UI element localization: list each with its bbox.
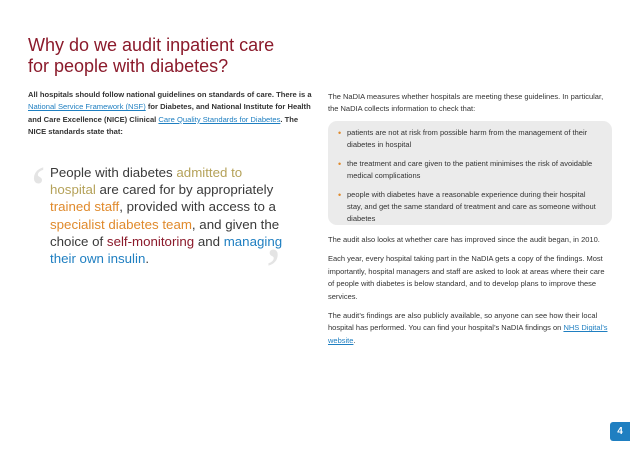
nadia-intro-section — [328, 91, 612, 116]
nsf-link[interactable]: National Service Framework (NSF) — [28, 102, 146, 112]
page-title-line-2: for people with diabetes? — [28, 56, 229, 76]
open-quote-mark-icon: ‘ — [28, 155, 49, 223]
quote-text-6: . — [145, 251, 150, 267]
public-findings-paragraph — [328, 310, 612, 347]
nadia-checks-box — [328, 121, 612, 225]
page-number-badge: 4 — [610, 422, 630, 441]
quote-text-5: and — [194, 233, 224, 249]
intro-text-1: All hospitals should follow national guidelines on standards of care. There is a — [28, 90, 312, 99]
close-quote-mark-icon: ’ — [263, 237, 284, 305]
intro-text-2: for Diabetes, and National Institute for Health and Care Excellence (NICE) Clinical — [28, 102, 311, 124]
intro-text-3: . The NICE standards state that: — [28, 114, 299, 137]
quote-text-4: , and given the choice of — [50, 216, 280, 249]
nadia-details-section — [328, 234, 612, 354]
list-item: • people with diabetes have a reasonable experience during their hospital stay, and get the same standard of treatment and care as someone without diabetes — [338, 189, 598, 226]
public-findings-end: . — [353, 335, 356, 345]
page-title — [28, 35, 328, 77]
quote-highlight-self-monitoring: self-monitoring — [106, 233, 195, 249]
quote-highlight-trained-staff: trained staff — [50, 199, 120, 215]
quote-highlight-specialist-team: specialist diabetes team — [50, 216, 192, 232]
page-title-line-1: Why do we audit inpatient care — [28, 35, 275, 55]
hospital-findings-paragraph: Each year, every hospital taking part in the NaDIA gets a copy of the findings. Most importantly, hospital managers and staff are asked to look at areas where their care of people with diabetes is below standard, and to develop plans to improve these services. — [328, 254, 605, 301]
quote-highlight-admitted: admitted to hospital — [50, 165, 243, 198]
public-findings-text: The audit’s findings are also publicly available, so anyone can see how their local hospital has performed. You can find your hospital’s NaDIA findings on — [328, 311, 598, 333]
care-quality-standards-link[interactable]: Care Quality Standards for Diabetes — [158, 114, 281, 124]
nadia-intro-paragraph: The NaDIA measures whether hospitals are meeting these guidelines. In particular, the NaDIA collects information to check that: — [328, 92, 604, 114]
quote-highlight-managing-insulin: managing their own insulin — [50, 233, 283, 267]
intro-paragraph — [28, 89, 312, 139]
list-item: • the treatment and care given to the patient minimises the risk of avoidable medical complications — [338, 158, 598, 183]
list-item: • patients are not at risk from possible harm from the management of their diabetes in hospital — [338, 127, 598, 152]
nice-quote — [50, 164, 290, 267]
quote-text-2: are cared for by appropriately — [95, 182, 274, 198]
quote-text-3: , provided with access to a — [119, 199, 276, 215]
nadia-checks-list — [338, 127, 598, 226]
audit-improvement-paragraph: The audit also looks at whether care has improved since the audit began, in 2010. — [328, 235, 600, 244]
quote-text-1: People with diabetes — [50, 165, 177, 180]
nhs-digital-website-link[interactable]: NHS Digital’s website — [328, 323, 608, 345]
